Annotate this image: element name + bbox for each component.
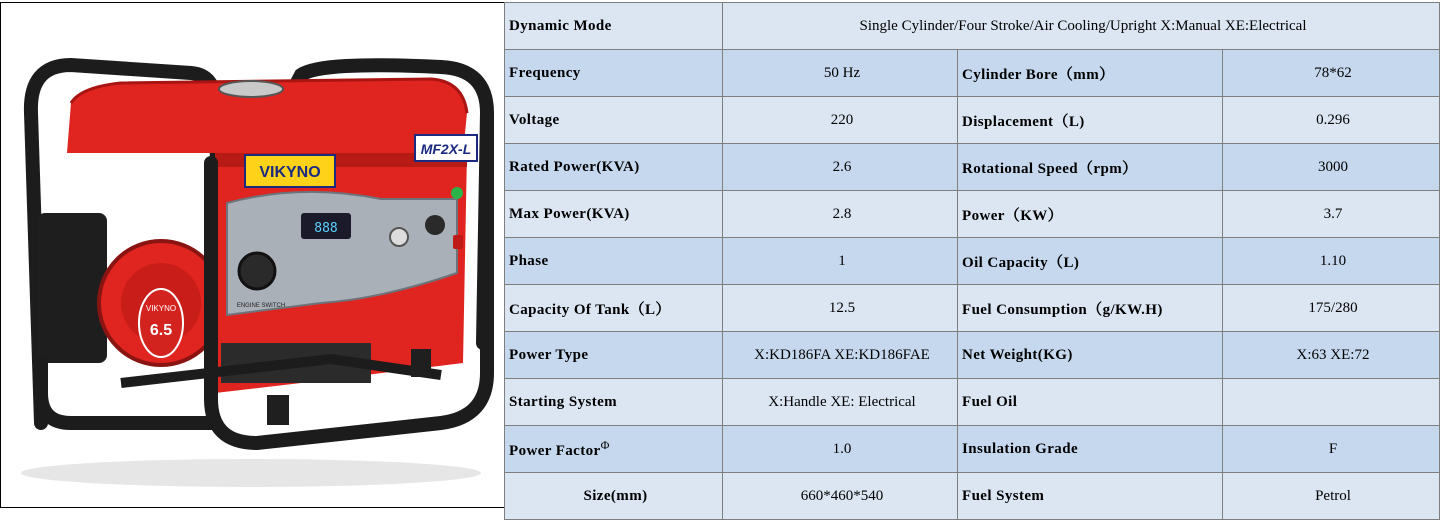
dynamic-mode-value: Single Cylinder/Four Stroke/Air Cooling/Upright X:Manual XE:Electrical	[723, 3, 1440, 50]
spec-value: 50 Hz	[723, 50, 958, 97]
spec-label: Max Power(KVA)	[505, 191, 723, 238]
phi-symbol: Φ	[600, 438, 610, 452]
spec-value: 12.5	[723, 285, 958, 332]
brand-text: VIKYNO	[259, 164, 321, 181]
spec-value: X:63 XE:72	[1223, 332, 1440, 379]
spec-value: F	[1223, 426, 1440, 473]
spec-label: Phase	[505, 238, 723, 285]
spec-value: 2.8	[723, 191, 958, 238]
spec-value: X:KD186FA XE:KD186FAE	[723, 332, 958, 379]
spec-value: 3.7	[1223, 191, 1440, 238]
spec-label: Net Weight(KG)	[958, 332, 1223, 379]
table-row	[505, 144, 1440, 191]
model-text: MF2X-L	[420, 141, 472, 157]
spec-value: 660*460*540	[723, 473, 958, 520]
spec-label: Rated Power(KVA)	[505, 144, 723, 191]
spec-label-power-factor	[505, 426, 723, 473]
spec-label: Power Factor	[509, 443, 601, 459]
spec-value: 0.296	[1223, 97, 1440, 144]
table-row	[505, 379, 1440, 426]
spec-label: Capacity Of Tank（L）	[505, 285, 723, 332]
spec-label: Voltage	[505, 97, 723, 144]
spec-value	[1223, 379, 1440, 426]
generator-photo	[0, 2, 505, 508]
table-row	[505, 473, 1440, 520]
table-row	[505, 238, 1440, 285]
panel-display: 888	[314, 221, 338, 236]
spec-label: Power（KW）	[958, 191, 1223, 238]
spec-value: 1.10	[1223, 238, 1440, 285]
spec-table	[504, 2, 1440, 520]
spec-value: 175/280	[1223, 285, 1440, 332]
spec-value: 3000	[1223, 144, 1440, 191]
spec-value: 1.0	[723, 426, 958, 473]
spec-label: Starting System	[505, 379, 723, 426]
engine-badge-brand: VIKYNO	[145, 304, 177, 313]
generator-illustration	[1, 3, 504, 507]
brand-label	[245, 155, 335, 187]
table-row	[505, 3, 1440, 50]
table-row	[505, 191, 1440, 238]
table-row	[505, 332, 1440, 379]
spec-label: Oil Capacity（L)	[958, 238, 1223, 285]
dynamic-mode-label: Dynamic Mode	[505, 3, 723, 50]
spec-label: Fuel Consumption（g/KW.H)	[958, 285, 1223, 332]
engine-badge-rating: 6.5	[149, 322, 173, 339]
spec-value: X:Handle XE: Electrical	[723, 379, 958, 426]
spec-label: Rotational Speed（rpm）	[958, 144, 1223, 191]
spec-value: 220	[723, 97, 958, 144]
spec-label: Frequency	[505, 50, 723, 97]
spec-value: 2.6	[723, 144, 958, 191]
engine-switch-label: ENGINE SWITCH	[236, 303, 286, 309]
spec-value: Petrol	[1223, 473, 1440, 520]
spec-value: 78*62	[1223, 50, 1440, 97]
engine-switch-knob	[239, 253, 275, 289]
spec-label: Displacement（L)	[958, 97, 1223, 144]
spec-label: Power Type	[505, 332, 723, 379]
spec-label: Fuel Oil	[958, 379, 1223, 426]
table-row	[505, 285, 1440, 332]
table-row	[505, 50, 1440, 97]
spec-label: Fuel System	[958, 473, 1223, 520]
engine-badge	[139, 289, 183, 357]
table-row	[505, 97, 1440, 144]
spec-label: Insulation Grade	[958, 426, 1223, 473]
model-label	[415, 135, 477, 161]
spec-label: Size(mm)	[505, 473, 723, 520]
spec-value: 1	[723, 238, 958, 285]
table-row	[505, 426, 1440, 473]
spec-label: Cylinder Bore（mm）	[958, 50, 1223, 97]
